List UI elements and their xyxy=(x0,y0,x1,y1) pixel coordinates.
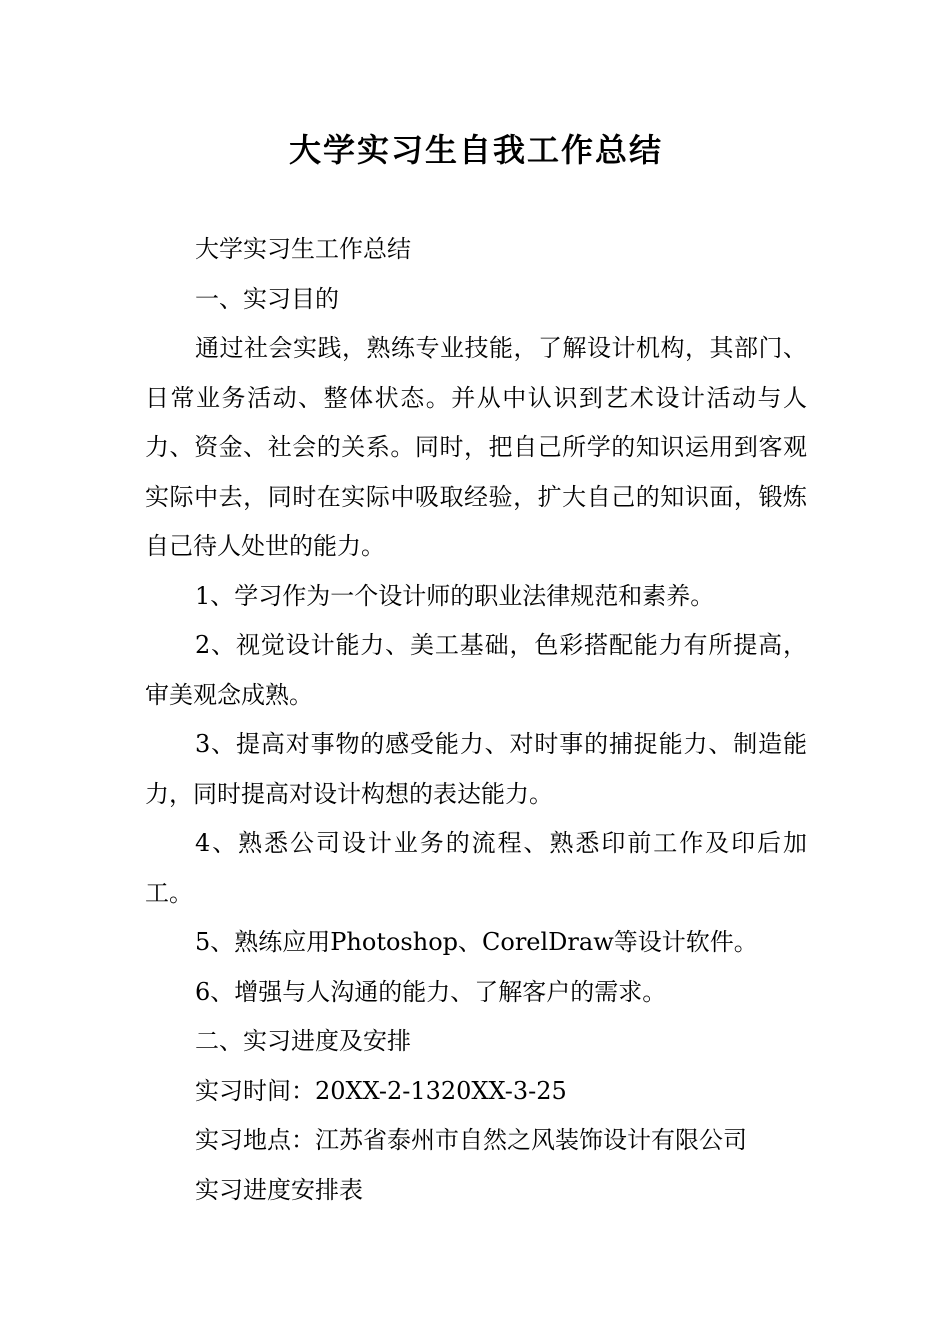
paragraph-purpose: 通过社会实践，熟练专业技能，了解设计机构，其部门、日常业务活动、整体状态。并从中认识到艺术设计活动与人力、资金、社会的关系。同时，把自己所学的知识运用到客观实际中去，同时在实际中吸取经验，扩大自己的知识面，锻炼自己待人处世的能力。 xyxy=(145,334,807,560)
paragraph-list-item: 6、增强与人沟通的能力、了解客户的需求。 xyxy=(195,977,667,1006)
document-title: 大学实习生自我工作总结 xyxy=(288,131,663,169)
document-body xyxy=(145,225,807,1215)
paragraph-internship-location: 实习地点：江苏省泰州市自然之风装饰设计有限公司 xyxy=(195,1126,747,1154)
paragraph-list-item: 3、提高对事物的感受能力、对时事的捕捉能力、制造能力，同时提高对设计构想的表达能力。 xyxy=(145,730,807,808)
paragraph-list-item: 4、熟悉公司设计业务的流程、熟悉印前工作及印后加工。 xyxy=(145,829,807,907)
paragraph-schedule-caption: 实习进度安排表 xyxy=(195,1175,363,1204)
paragraph-list-item: 5、熟练应用Photoshop、CorelDraw等设计软件。 xyxy=(195,928,758,956)
paragraph-section-heading: 一、实习目的 xyxy=(195,284,339,313)
paragraph-subtitle: 大学实习生工作总结 xyxy=(195,235,411,263)
paragraph-list-item: 1、学习作为一个设计师的职业法律规范和素养。 xyxy=(195,581,715,610)
paragraph-list-item: 2、视觉设计能力、美工基础，色彩搭配能力有所提高，审美观念成熟。 xyxy=(145,631,807,709)
paragraph-internship-time: 实习时间：20XX-2-1320XX-3-25 xyxy=(195,1076,567,1105)
paragraph-section-heading: 二、实习进度及安排 xyxy=(195,1027,411,1055)
